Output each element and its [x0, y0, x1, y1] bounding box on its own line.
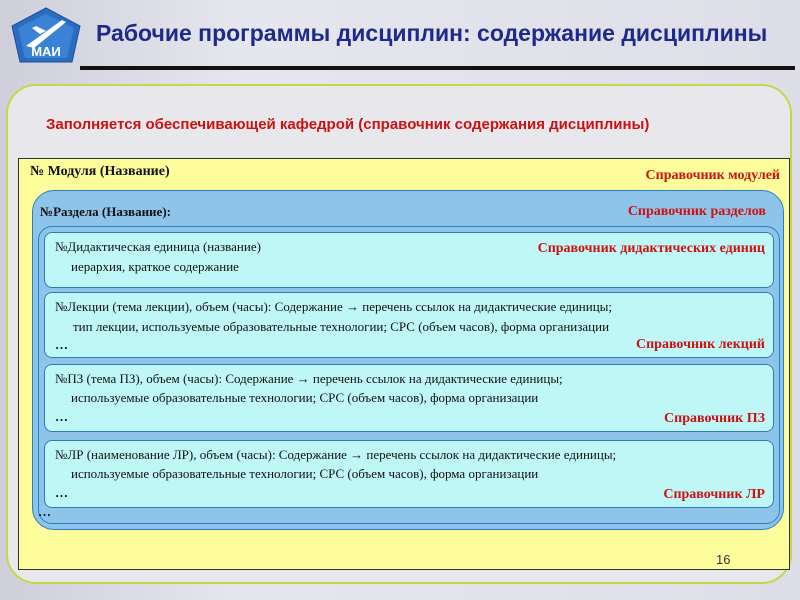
pz-line1: №ПЗ (тема ПЗ), объем (часы): Содержание → перечень ссылок на дидактические единицы;: [55, 371, 563, 386]
lectures-ellipsis: …: [55, 337, 68, 352]
lr-line2: используемые образовательные технологии; СРС (объем часов), форма организации: [71, 466, 539, 481]
pz-ellipsis: …: [55, 409, 68, 424]
lr-ellipsis: …: [55, 485, 68, 500]
section-label: №Раздела (Название):: [40, 204, 171, 219]
lectures-line2: тип лекции, используемые образовательные технологии; СРС (объем часов), форма организации: [73, 319, 610, 334]
lectures-card: [44, 292, 774, 358]
page-number: 16: [716, 552, 731, 567]
didactic-reference: Справочник дидактических единиц: [537, 241, 765, 256]
pz-card: [44, 364, 774, 432]
pz-reference: Справочник ПЗ: [664, 411, 765, 426]
didactic-line2: иерархия, краткое содержание: [71, 259, 239, 274]
didactic-unit-card: [44, 232, 774, 288]
lectures-reference: Справочник лекций: [636, 337, 765, 352]
lectures-line1: №Лекции (тема лекции), объем (часы): Содержание → перечень ссылок на дидактические единицы;: [55, 299, 613, 314]
module-reference: Справочник модулей: [645, 168, 780, 183]
section-ellipsis: …: [38, 504, 51, 519]
module-label: № Модуля (Название): [30, 164, 170, 179]
mai-logo: [10, 6, 82, 66]
svg-text:МАИ: МАИ: [31, 44, 61, 59]
section-reference: Справочник разделов: [627, 204, 766, 219]
didactic-line1: №Дидактическая единица (название): [55, 239, 261, 254]
lr-card: [44, 440, 774, 508]
airplane-icon: [10, 6, 82, 66]
title-divider: [80, 66, 795, 70]
page-title: Рабочие программы дисциплин: содержание дисциплины: [96, 20, 768, 46]
pz-line2: используемые образовательные технологии; СРС (объем часов), форма организации: [71, 390, 539, 405]
note-text: Заполняется обеспечивающей кафедрой (справочник содержания дисциплины): [46, 116, 650, 133]
lr-reference: Справочник ЛР: [663, 487, 765, 502]
lr-line1: №ЛР (наименование ЛР), объем (часы): Содержание → перечень ссылок на дидактические единицы;: [55, 447, 617, 462]
